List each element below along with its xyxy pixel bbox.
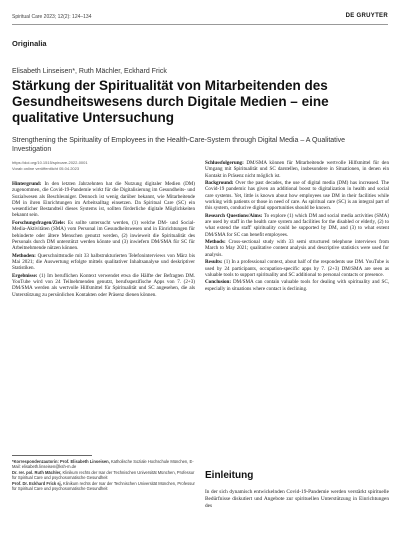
footnote-text: Klinikum rechts der Isar der Technischen Universität München, Professur für Spiritual Care und psychosomatische Gesundheit — [12, 480, 195, 492]
footnote-label: *Korrespondenzautorin: Prof. Elisabeth Linseisen, — [12, 459, 110, 464]
abstract-paragraph — [205, 279, 389, 292]
abstract-label: Conclusion: — [205, 279, 232, 286]
article-meta — [12, 160, 88, 171]
abstract-label: Methoden: — [12, 252, 36, 259]
publisher-logo: DE GRUYTER — [345, 13, 388, 19]
abstract-text: (1) Im beruflichen Kontext verwendet etwa die Hälfte der Befragten DM. YouTube wird von 24 Teilnehmenden genutzt, berufsspezifische Apps von 7. (2+3) DM/SMA werden als wertvolle Hilfsmittel für Spiritualität und SC angesehen, die als Unterstützung zu persönlichen Kontakten oder Präsenz dienen können. — [12, 272, 196, 298]
abstract-text: DM/SMA können für Mitarbeitende wertvolle Hilfsmittel für den Umgang mit Spiritualität und SC darstellen, insbesondere in Situationen, in denen ein Kontakt in Präsenz nicht möglich ist. — [205, 160, 389, 179]
section-label: Originalia — [12, 39, 47, 48]
abstract-paragraph — [12, 220, 195, 251]
footnote-text: Katholische Soziale Hochschule München, E-Mail: elisabeth.linseisen@ksh-m.de — [12, 459, 194, 470]
abstract-text: Cross-sectional study with 33 semi structured telephone interviews from March to May 2021; qualitative content analysis and descriptive statistics were used for analysis. — [205, 239, 389, 258]
footnote — [12, 459, 195, 470]
abstract-paragraph — [12, 181, 195, 219]
footnote-divider — [12, 455, 92, 456]
abstract-english — [205, 160, 389, 293]
article-title: Stärkung der Spiritualität von Mitarbeitenden des Gesundheitswesens durch Digitale Medien – eine qualitative Untersuchung — [12, 78, 329, 125]
abstract-text: Es sollte untersucht werden, (1) welche DM- und Social-Media-Aktivitäten (SMA) vom Personal im Gesundheitswesen und in Einrichtungen für behinderte oder ältere Menschen genutzt werden, (2) inwieweit die Spiritualität des Personals durch DM unterstützt werden könnte und (3) inwiefern DM/SMA für SC für Arbeitnehmende nützen können. — [12, 219, 195, 252]
footnote — [12, 481, 195, 492]
footnote-text: Klinikum rechts der Isar der Technischen Universität München, Professur für Spiritual Care und psychosomatische Gesundheit — [12, 469, 195, 481]
abstract-paragraph — [12, 273, 195, 298]
section-heading-introduction: Einleitung — [205, 470, 254, 481]
abstract-paragraph — [12, 253, 195, 272]
footnotes — [12, 459, 195, 491]
abstract-text: To explore (1) which DM and social media activities (SMA) are used by staff in the health care system and facilities for the disabled or elderly, (2) to what extend the staff' spirituality could be supported by DM, and (3) to what extent DM/SMA for SC can benefit employees. — [205, 212, 389, 238]
abstract-text: Querschnittstudie mit 33 halbstrukturierten Telefoninterviews von März bis Mai 2021; die Auswertung erfolgte mittels qualitativer Inhaltsanalyse und deskriptiver Statistiken. — [12, 252, 195, 272]
abstract-text: In den letzten Jahrzehnten hat die Nutzung digitaler Medien (DM) zugenommen, die Covid-19-Pandemie wirkt für die Digitalisierung im Gesundheits- und Sozialwesen als Beschleuniger. Dennoch ist wenig darüber bekannt, wie Mitarbeitende DM in ihren Einrichtungen im Arbeitsalltag einsetzen. Da Spiritual Care (SC) ein wesentlicher Bestandteil dieses Systems ist, sollten förderliche digitale Möglichkeiten bekannt sein. — [12, 181, 195, 219]
abstract-label: Results: — [205, 259, 223, 266]
abstract-paragraph — [205, 180, 389, 211]
article-subtitle: Strengthening the Spirituality of Employees in the Health-Care-System through Digital Media – A Qualitative Investigation — [12, 137, 346, 153]
abstract-label: Background: — [205, 180, 234, 187]
footnote-label: Prof. Dr. Eckhard Frick sj, — [12, 480, 62, 486]
journal-reference: Spiritual Care 2023; 12(2): 124–134 — [12, 14, 92, 20]
authors: Elisabeth Linseisen*, Ruth Mächler, Eckhard Frick — [12, 68, 167, 75]
abstract-paragraph — [205, 213, 389, 238]
doi-link[interactable]: https://doi.org/10.1515/spircare-2022-0001 — [12, 160, 88, 165]
introduction-text: In der sich dynamisch entwickelnden Covid-19-Pandemie werden verstärkt spirituelle Bedürfnisse diskutiert und Angebote zur spirituellen Unterstützung in Einrichtungen des — [205, 489, 389, 509]
abstract-paragraph — [205, 239, 389, 258]
abstract-paragraph — [205, 259, 389, 278]
abstract-text: DM/SMA can contain valuable tools for dealing with spirituality and SC, especially in situations where contact is declining. — [205, 279, 389, 292]
footnote — [12, 470, 195, 481]
publication-date: Vorab online veröffentlicht 05.04.2023 — [12, 165, 80, 171]
abstract-label: Ergebnisse: — [12, 272, 38, 279]
abstract-text: (1) In a professional context, about half of the respondents use DM. YouTube is used by 24 participants, occupation-specific apps by 7. (2+3) DM/SMA are seen as valuable tools to support spirituality and SC additional to personal contacts or presence. — [205, 259, 389, 278]
abstract-label: Research Questions/Aims: — [205, 212, 263, 219]
abstract-german — [12, 181, 195, 299]
abstract-paragraph — [205, 160, 389, 179]
abstract-label: Methods: — [205, 239, 226, 246]
abstract-text: Over the past decades, the use of digital media (DM) has increased. The Covid-19 pandemic has given an additional boost to digitalization in health and social care systems. Yet, little is known about how employees use DM in their facilities while working with patients or those in need of care. As spiritual care (SC) is an integral part of this system, conducive digital opportunities should be known. — [205, 180, 389, 212]
abstract-label: Schlussfolgerung: — [205, 160, 244, 166]
header-divider — [12, 24, 388, 25]
abstract-label: Hintergrund: — [12, 181, 42, 187]
abstract-label: Forschungsfragen/Ziele: — [12, 219, 66, 226]
footnote-label: Dr. rer. pol. Ruth Mächler, — [12, 469, 62, 475]
